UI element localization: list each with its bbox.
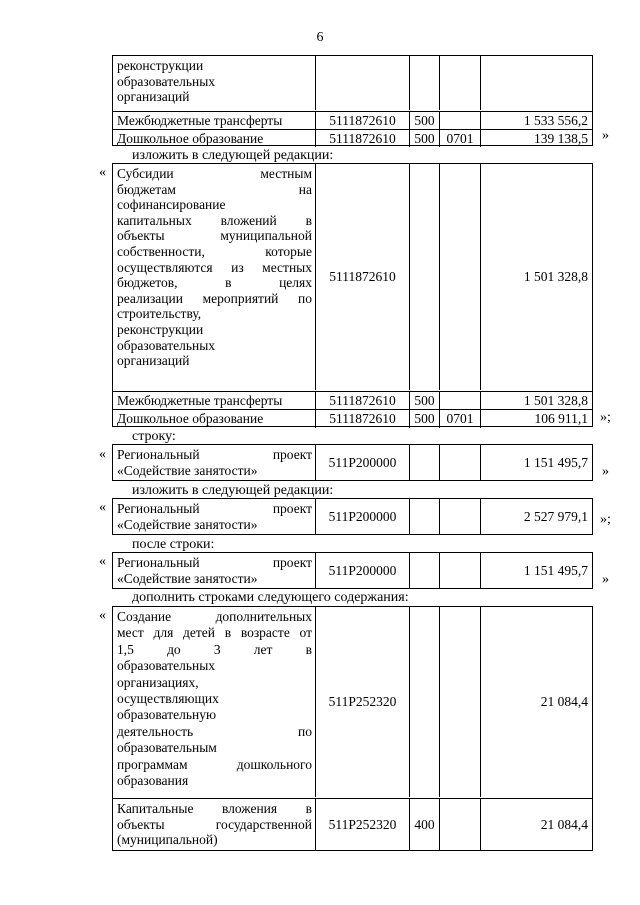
name-line: (муниципальной) (117, 832, 218, 848)
sum-cell: 1 501 328,8 (523, 269, 588, 284)
name-line: программам дошкольного (117, 756, 312, 772)
sum-cell: 1 151 495,7 (523, 562, 588, 578)
rz-cell (440, 112, 481, 129)
table-row (113, 553, 592, 588)
open-quote: « (99, 608, 106, 623)
name-line: Капитальные вложения в (117, 801, 312, 816)
instruction-text: изложить в следующей редакции: (132, 483, 334, 498)
name-line: организациях, (117, 674, 199, 690)
name-line: осуществляются из местных (117, 259, 312, 275)
table-row (113, 499, 592, 534)
rz-cell (440, 445, 481, 480)
name-line: Создание дополнительных (117, 609, 312, 624)
close-quote: »; (600, 512, 611, 527)
sum-cell: 106 911,1 (534, 411, 588, 426)
vr-cell: 500 (410, 410, 440, 428)
instruction-text: после строки: (132, 537, 215, 552)
name-line: образовательную (117, 707, 217, 723)
name-line: деятельность по (117, 723, 312, 739)
rz-cell (440, 499, 481, 534)
name-line: бюджетам на (117, 181, 312, 197)
name-line: мест для детей в возрасте от (117, 625, 312, 641)
open-quote: « (99, 554, 106, 569)
name-line: осуществляющих (117, 691, 219, 707)
name-cell (113, 56, 316, 110)
name-line: Субсидии местным (117, 166, 312, 181)
vr-cell (410, 164, 440, 390)
table-row (113, 129, 592, 147)
code-cell: 511P200000 (316, 445, 410, 480)
name-cell (113, 499, 316, 534)
name-cell: Межбюджетные трансферты (113, 392, 316, 409)
name-cell (113, 445, 316, 480)
code-cell: 5111872610 (316, 112, 410, 129)
name-line: Региональный проект (117, 555, 312, 570)
table-row (113, 111, 592, 129)
close-quote: »; (600, 410, 611, 425)
name-line: образовательных (117, 73, 216, 89)
name-cell: Межбюджетные трансферты (113, 112, 316, 129)
name-line: организаций (117, 353, 190, 369)
vr-cell (410, 499, 440, 534)
name-line: реализации мероприятий по (117, 290, 312, 306)
open-quote: « (99, 500, 106, 515)
rz-cell (440, 607, 481, 797)
sum-cell: 2 527 979,1 (523, 508, 588, 524)
instruction-text: изложить в следующей редакции: (132, 148, 334, 163)
close-quote: » (602, 128, 609, 143)
table-row (113, 409, 592, 428)
sum-cell: 1 533 556,2 (523, 112, 588, 128)
code-cell (316, 56, 410, 110)
budget-table-4 (112, 498, 593, 535)
sum-cell: 1 151 495,7 (523, 454, 588, 470)
name-cell: Дошкольное образование (113, 130, 316, 147)
sum-cell: 21 084,4 (540, 694, 588, 709)
rz-cell (440, 392, 481, 409)
name-cell (113, 164, 316, 390)
vr-cell (410, 445, 440, 480)
instruction-text: строку: (132, 429, 176, 444)
name-line: строительству, (117, 306, 202, 322)
name-cell (113, 607, 316, 797)
open-quote: « (99, 447, 106, 462)
instruction-text: дополнить строками следующего содержания: (132, 590, 409, 605)
table-row (113, 391, 592, 409)
sum-cell: 1 501 328,8 (523, 392, 588, 408)
close-quote: » (602, 572, 609, 587)
name-line: «Содействие занятости» (117, 570, 258, 586)
name-line: реконструкции (117, 321, 204, 337)
vr-cell: 500 (410, 130, 440, 147)
name-line: образовательных (117, 658, 216, 674)
table-row (113, 798, 592, 851)
code-cell: 511P252320 (316, 799, 410, 851)
vr-cell: 500 (410, 392, 440, 409)
budget-table-6 (112, 606, 593, 851)
code-cell: 511P200000 (316, 499, 410, 534)
sum-cell (481, 56, 594, 110)
code-cell: 5111872610 (316, 392, 410, 409)
name-line: собственности, которые (117, 243, 312, 259)
name-line: «Содействие занятости» (117, 516, 258, 532)
name-line: Региональный проект (117, 447, 312, 462)
name-cell (113, 799, 316, 851)
name-cell: Дошкольное образование (113, 410, 316, 428)
table-row (113, 607, 592, 797)
rz-cell: 0701 (440, 130, 481, 147)
sum-cell: 139 138,5 (534, 130, 588, 146)
name-line: бюджетов, в целях (117, 275, 312, 291)
table-row (113, 164, 592, 390)
name-line: образования (117, 773, 189, 789)
code-cell: 5111872610 (316, 130, 410, 147)
name-line: капитальных вложений в (117, 212, 312, 228)
vr-cell (410, 607, 440, 797)
name-line: реконструкции (117, 58, 204, 73)
budget-table-5 (112, 552, 593, 589)
name-line: организаций (117, 89, 190, 105)
vr-cell (410, 56, 440, 110)
vr-cell: 400 (410, 799, 440, 851)
code-cell: 511P200000 (316, 553, 410, 588)
budget-table-3 (112, 444, 593, 481)
rz-cell (440, 164, 481, 390)
close-quote: » (602, 464, 609, 479)
table-row (113, 56, 592, 110)
rz-cell: 0701 (440, 410, 481, 428)
code-cell: 511P252320 (316, 607, 410, 797)
rz-cell (440, 799, 481, 851)
sum-cell: 21 084,4 (540, 817, 588, 832)
rz-cell (440, 56, 481, 110)
name-cell (113, 553, 316, 588)
page-number: 6 (316, 30, 324, 45)
name-line: образовательным (117, 740, 217, 756)
vr-cell (410, 553, 440, 588)
name-line: софинансирование (117, 197, 226, 213)
name-line: объекты муниципальной (117, 228, 312, 244)
table-row (113, 445, 592, 480)
budget-table-1 (112, 55, 593, 146)
code-cell: 5111872610 (316, 410, 410, 428)
name-line: образовательных (117, 337, 216, 353)
rz-cell (440, 553, 481, 588)
name-line: Региональный проект (117, 501, 312, 516)
name-line: объекты государственной (117, 816, 312, 832)
vr-cell: 500 (410, 112, 440, 129)
name-line: «Содействие занятости» (117, 462, 258, 478)
name-line: 1,5 до 3 лет в (117, 641, 312, 657)
budget-table-2 (112, 163, 593, 427)
open-quote: « (99, 165, 106, 180)
code-cell: 5111872610 (316, 164, 410, 390)
